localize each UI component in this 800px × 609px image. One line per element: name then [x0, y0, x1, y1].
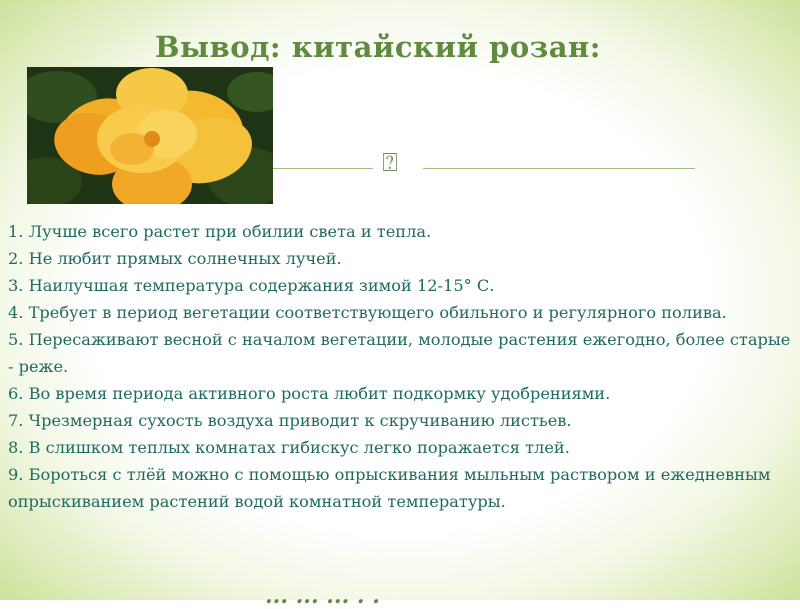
divider-ornament-icon: ⍰	[382, 148, 398, 178]
list-item: 5. Пересаживают весной с началом вегетации, молодые растения ежегодно, более старые - реже.	[8, 330, 791, 376]
list-item: 6. Во время периода активного роста любит подкормку удобрениями.	[8, 384, 611, 403]
hibiscus-photo	[27, 67, 273, 204]
divider-line-right	[423, 168, 695, 169]
divider-line-left	[273, 168, 373, 169]
slide-title: Вывод: китайский розан:	[155, 30, 601, 64]
list-item: 1. Лучше всего растет при обилии света и тепла.	[8, 222, 432, 241]
footer-cut-off-text: ... ... ... . .	[265, 583, 380, 609]
list-item: 4. Требует в период вегетации соответствующего обильного и регулярного полива.	[8, 303, 727, 322]
list-item: 2. Не любит прямых солнечных лучей.	[8, 249, 342, 268]
list-item: 9. Бороться с тлёй можно с помощью опрыскивания мыльным раствором и ежедневным опрыскиванием растений водой комнатной температуры.	[8, 465, 771, 511]
list-item: 7. Чрезмерная сухость воздуха приводит к скручиванию листьев.	[8, 411, 572, 430]
conclusion-list	[8, 218, 793, 515]
list-item: 3. Наилучшая температура содержания зимой 12-15° С.	[8, 276, 495, 295]
list-item: 8. В слишком теплых комнатах гибискус легко поражается тлей.	[8, 438, 570, 457]
